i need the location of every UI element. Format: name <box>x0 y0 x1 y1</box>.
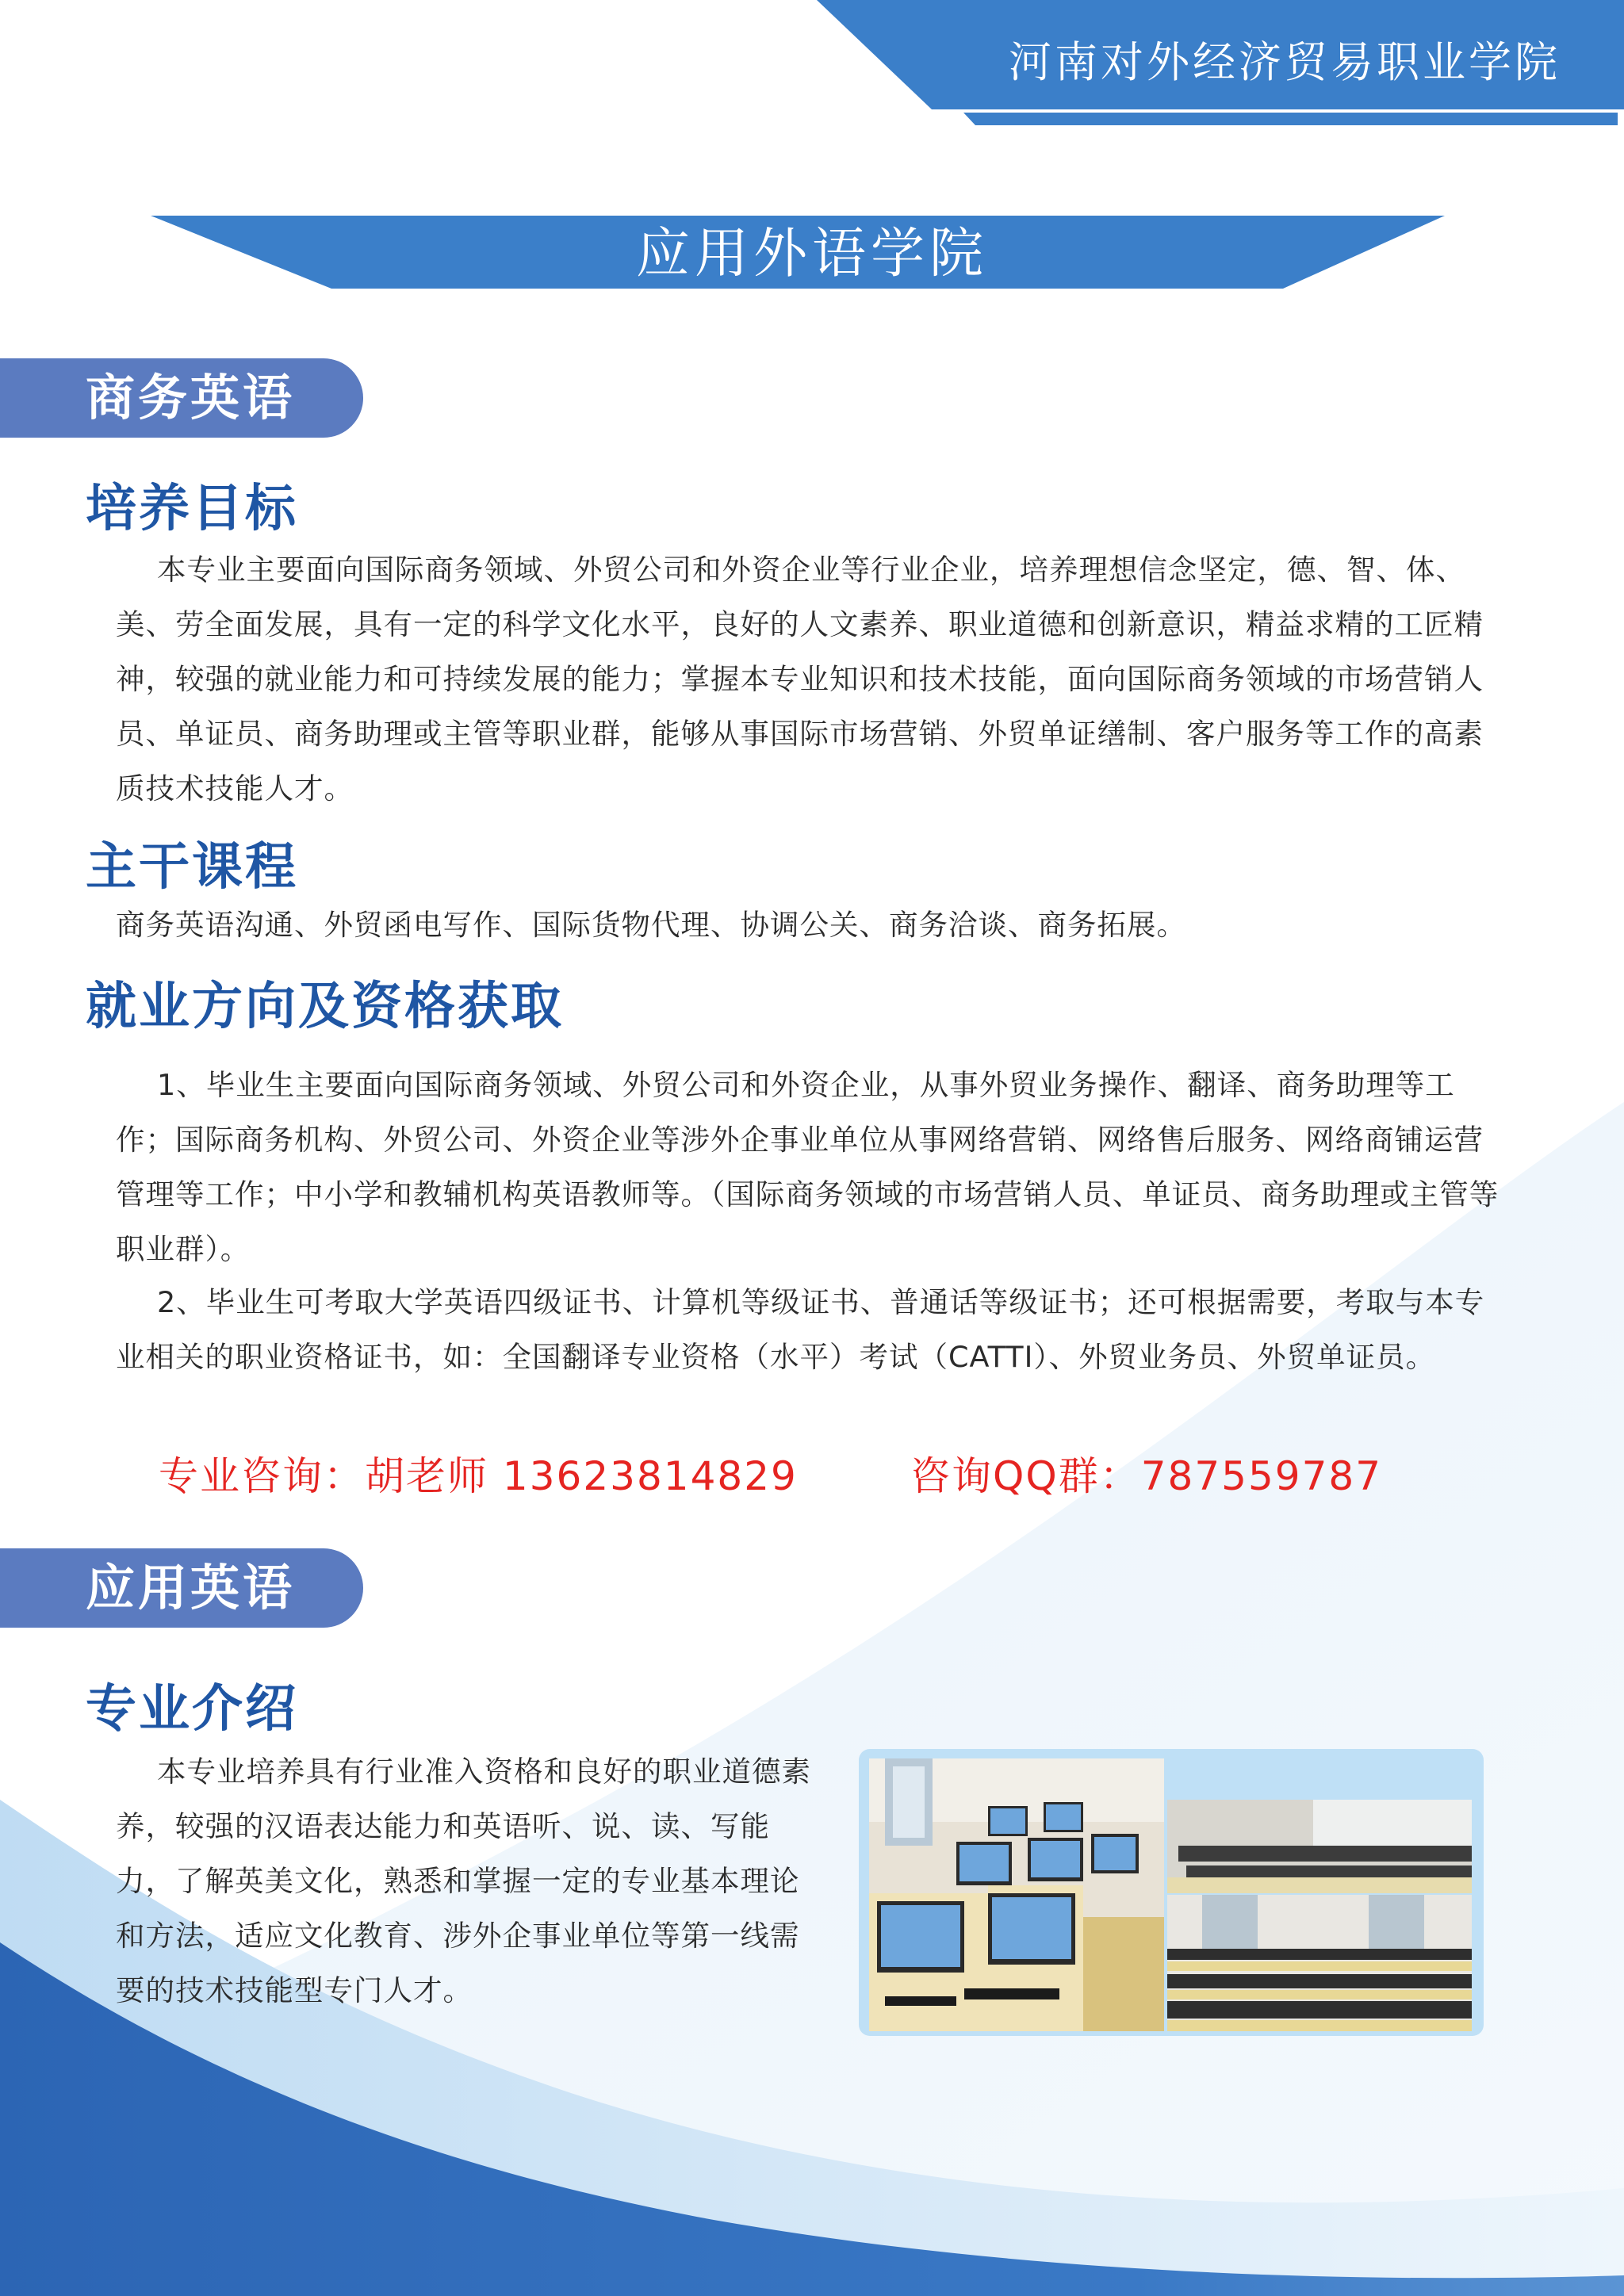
major-intro-text: 本专业培养具有行业准入资格和良好的职业道德素养，较强的汉语表达能力和英语听、说、读、写能力，了解英美文化，熟悉和掌握一定的专业基本理论和方法，适应文化教育、涉外企事业单位等第一线需要的技术技能型专门人才。 <box>116 1755 811 2007</box>
career-paragraph-1: 1、毕业生主要面向国际商务领域、外贸公司和外资企业，从事外贸业务操作、翻译、商务助理等工作；国际商务机构、外贸公司、外资企业等涉外企事业单位从事网络营销、网络售后服务、网络商铺运营管理等工作；中小学和教辅机构英语教师等。（国际商务领域的市场营销人员、单证员、商务助理或主管等职业群）。 <box>116 1068 1500 1266</box>
section-tab-applied-english: 应用英语 <box>0 1548 363 1628</box>
school-title: 应用外语学院 <box>635 223 988 285</box>
lab-photo-bottom-right <box>1167 1895 1472 2031</box>
college-name: 河南对外经济贸易职业学院 <box>1009 37 1561 87</box>
heading-major-intro: 专业介绍 <box>86 1680 298 1739</box>
training-goal-text: 本专业主要面向国际商务领域、外贸公司和外资企业等行业企业，培养理想信念坚定，德、智、体、美、劳全面发展，具有一定的科学文化水平，良好的人文素养、职业道德和创新意识，精益求精的工匠精神，较强的就业能力和可持续发展的能力；掌握本专业知识和技术技能，面向国际商务领域的市场营销人员、单证员、商务助理或主管等职业群，能够从事国际市场营销、外贸单证缮制、客户服务等工作的高素质技术技能人才。 <box>116 553 1484 806</box>
heading-career: 就业方向及资格获取 <box>86 978 564 1036</box>
heading-training-goal: 培养目标 <box>86 480 298 538</box>
header-underline <box>963 113 1618 125</box>
heading-core-courses: 主干课程 <box>86 838 298 897</box>
contact-qq-group: 咨询QQ群：787559787 <box>910 1453 1383 1499</box>
core-courses-text: 商务英语沟通、外贸函电写作、国际货物代理、协调公关、商务洽谈、商务拓展。 <box>116 908 1186 942</box>
computer-lab-photos <box>869 1758 1472 2031</box>
section-tab-business-english: 商务英语 <box>0 358 363 438</box>
lab-photo-top-right <box>1167 1758 1472 1893</box>
lab-photo-left <box>869 1758 1164 2031</box>
career-paragraph-2: 2、毕业生可考取大学英语四级证书、计算机等级证书、普通话等级证书；还可根据需要，考取与本专业相关的职业资格证书，如：全国翻译专业资格（水平）考试（CATTI）、外贸业务员、外贸单证员。 <box>116 1285 1485 1374</box>
contact-teacher: 专业咨询：胡老师 13623814829 <box>159 1453 798 1499</box>
